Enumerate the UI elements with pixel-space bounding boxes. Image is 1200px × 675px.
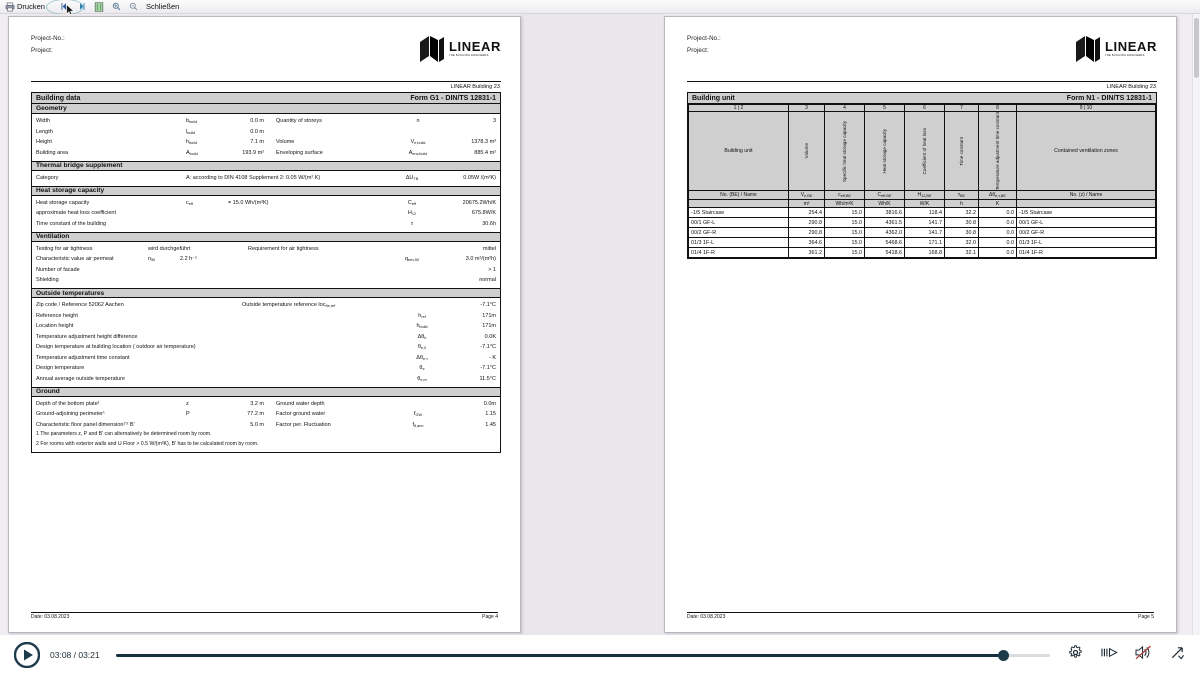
- row-symbol2: $f_{GW}$: [413, 411, 423, 417]
- thermal-bridge-body: [32, 171, 500, 186]
- time-display: 03:08 / 03:21: [50, 650, 100, 660]
- col-title-contained-ventilation-zones: Contained ventilation zones: [1017, 112, 1156, 191]
- row-label2: Factor per. Fluctuation: [276, 421, 331, 428]
- table-column-titles-row: [689, 112, 1156, 191]
- row-label: Temperature adjustment time constant: [36, 354, 130, 361]
- geometry-row: [36, 127, 496, 138]
- table-symbols-row: [689, 191, 1156, 200]
- row-value2: 30.6h: [482, 220, 496, 227]
- row-symbol: $c_{eff}$: [186, 199, 193, 206]
- row-value2: -7.1°C: [480, 344, 496, 350]
- building-unit-form-code: Form N1 - DIN/TS 12831-1: [1066, 94, 1152, 102]
- cell-spec-capacity: 15.0: [825, 208, 865, 218]
- row-value2: 885.4 m²: [474, 149, 496, 156]
- close-label: Schließen: [145, 1, 180, 11]
- linear-logo-mark-icon: [1075, 35, 1101, 63]
- cell-coefficient: 168.8: [905, 248, 945, 258]
- linear-tagline: THE BUILDING ENGINEERS: [1105, 53, 1145, 57]
- outside-temp-row: [36, 321, 496, 332]
- col-title-heat-storage-capacity: Heat storage capacity: [865, 112, 905, 191]
- zoom-out-button[interactable]: [127, 1, 140, 13]
- row-label2: Ground water depth: [276, 400, 325, 407]
- row-symbol: $l_{build}$: [186, 128, 196, 135]
- ground-title: Ground: [36, 388, 60, 395]
- outside-temp-row: [36, 342, 496, 353]
- row-symbol2: $C_{eff}$: [407, 199, 417, 206]
- row-label2: Quantity of storeys: [276, 118, 322, 124]
- next-page-icon: [77, 2, 86, 11]
- row-symbol: $b_{build}$: [186, 118, 198, 124]
- row-label2: Volume: [276, 139, 295, 145]
- row-value: 7.1 m: [250, 139, 264, 145]
- row-label: Height: [36, 139, 52, 145]
- footer-page-number: Page 5: [1138, 614, 1154, 620]
- thermal-bridge-row: [36, 173, 496, 184]
- pdf-viewer-area[interactable]: [0, 14, 1200, 635]
- building-data-form: [31, 92, 501, 453]
- row-value2: -7.1°C: [480, 365, 496, 371]
- cell-heat-capacity: 5418.6: [865, 248, 905, 258]
- row-symbol2: $\theta_{e,m}$: [417, 375, 427, 382]
- page-5-footer: [687, 612, 1154, 620]
- row-value2: 171m: [482, 323, 496, 329]
- row-value: 3.2 m: [250, 400, 264, 407]
- col-number: 7: [945, 105, 979, 112]
- page-5-header: [687, 33, 1157, 79]
- table-row[interactable]: [689, 218, 1156, 228]
- sym-coefficient: $H_{12,BE}$: [905, 191, 945, 200]
- close-button[interactable]: [144, 1, 181, 13]
- cell-coefficient: 171.1: [905, 238, 945, 248]
- row-symbol2: $V_{e,build}$: [410, 139, 426, 145]
- project-no-label: Project-No.:: [31, 35, 65, 42]
- geometry-row: [36, 148, 496, 159]
- cell-temp-adjustment: 0.0: [979, 238, 1017, 248]
- cell-zones: 01/4 1F-R: [1017, 248, 1156, 258]
- row-value2: 3.0 m³/(m²h): [465, 256, 496, 262]
- thermal-bridge-title: Thermal bridge supplement: [36, 162, 123, 169]
- settings-button[interactable]: [1066, 646, 1084, 664]
- row-value2: 675.8W/K: [471, 210, 496, 216]
- col-number: 1 | 2: [689, 105, 789, 112]
- linear-logo-mark-icon: [419, 35, 445, 63]
- row-value2: mittel: [482, 245, 496, 252]
- row-label: Length: [36, 128, 53, 135]
- row-symbol2: $f_{\theta,ann}$: [412, 421, 424, 428]
- row-label: Time constant of the building: [36, 220, 107, 227]
- ventilation-row: [36, 265, 496, 276]
- col-number: 5: [865, 105, 905, 112]
- col-number: 9 | 10: [1017, 105, 1156, 112]
- geometry-body: [32, 114, 500, 161]
- cell-zones: 00/2 GF-R: [1017, 228, 1156, 238]
- cell-zones: 00/1 GF-L: [1017, 218, 1156, 228]
- row-label: Design temperature: [36, 365, 85, 371]
- play-button[interactable]: [14, 642, 40, 668]
- linear-wordmark: LINEAR: [1105, 39, 1157, 55]
- cell-temp-adjustment: 0.0: [979, 218, 1017, 228]
- row-label2: Outside temperature reference loc$_{\theta e,ref}$: [242, 302, 336, 308]
- cell-spec-capacity: 15.0: [825, 248, 865, 258]
- sym-time-constant: $\tau_{BE}$: [945, 191, 979, 200]
- sym-building-unit: No. (BE) / Name: [689, 191, 789, 200]
- row-label: Depth of the bottom plate¹: [36, 400, 100, 407]
- page-view-icon: [94, 2, 104, 12]
- row-symbol2: τ: [410, 220, 414, 227]
- row-label: Design temperature at building location ( outdoor air temperature): [36, 344, 196, 350]
- geometry-row: [36, 137, 496, 148]
- cell-unit-name: 01/4 1F-R: [689, 248, 789, 258]
- row-value2: 1.15: [485, 411, 496, 417]
- scrollbar-thumb[interactable]: [1194, 18, 1199, 78]
- ventilation-row: [36, 254, 496, 265]
- row-label: Testing for air tightness: [36, 245, 93, 252]
- cell-time-constant: 32.1: [945, 248, 979, 258]
- row-value2: 11.5°C: [479, 375, 496, 382]
- building-data-title-bar: [32, 93, 500, 104]
- cell-spec-capacity: 15.0: [825, 218, 865, 228]
- page-4-header: [31, 33, 501, 79]
- row-symbol: z: [186, 400, 189, 407]
- row-label: Width: [36, 118, 51, 124]
- volume-muted-icon: [1135, 645, 1152, 665]
- heat-storage-row: [36, 208, 496, 219]
- cell-coefficient: 118.4: [905, 208, 945, 218]
- progress-fill: [116, 654, 1003, 657]
- sym-zones: No. (z) / Name: [1017, 191, 1156, 200]
- linear-logo: [1075, 35, 1157, 63]
- sym-heat-capacity: $C_{eff,BE}$: [865, 191, 905, 200]
- row-value2: 0.0K: [484, 333, 496, 340]
- cell-unit-name: 00/1 GF-L: [689, 218, 789, 228]
- row-value: 2.2 h⁻¹: [180, 256, 197, 262]
- cell-heat-capacity: 4361.5: [865, 218, 905, 228]
- geometry-row: [36, 116, 496, 127]
- ventilation-row: [36, 275, 496, 286]
- mute-button[interactable]: [1134, 646, 1152, 664]
- row-value2: normal: [479, 277, 496, 283]
- row-label: Characteristic value air permeat: [36, 256, 114, 262]
- row-value: 5.0 m: [250, 421, 264, 428]
- row-symbol2: $H_{12}$: [407, 210, 417, 216]
- cell-time-constant: 32.2: [945, 208, 979, 218]
- row-symbol2: $\Delta\theta_{e,\tau}$: [416, 354, 428, 361]
- playback-speed-button[interactable]: [1100, 646, 1118, 664]
- outside-temp-row: [36, 332, 496, 343]
- row-label: Characteristic floor panel dimension¹ʼ² B': [36, 421, 135, 428]
- thermal-bridge-section-title-bar: [32, 161, 500, 171]
- row-value: 77.2 m: [247, 411, 264, 417]
- zoom-out-icon: [129, 2, 138, 11]
- row-value2: 0.05W /(m²K): [463, 174, 496, 181]
- row-value: 0.0 m: [250, 128, 264, 135]
- fullscreen-button[interactable]: [1168, 646, 1186, 664]
- row-value: wird durchgeführt: [148, 245, 191, 252]
- page-view-button[interactable]: [92, 1, 106, 13]
- row-value2: 20675.2Wh/K: [462, 199, 496, 206]
- fullscreen-icon: [1170, 645, 1185, 665]
- building-data-title: Building data: [36, 94, 81, 102]
- heat-storage-title: Heat storage capacity: [36, 187, 105, 194]
- cell-zones: -1/5 Staircase: [1017, 208, 1156, 218]
- cell-volume: 361.2: [789, 248, 825, 258]
- print-label: Drucken: [17, 1, 45, 11]
- table-row[interactable]: [689, 248, 1156, 258]
- progress-bar[interactable]: [116, 648, 1050, 662]
- ventilation-section-title-bar: [32, 232, 500, 242]
- project-label: Project:: [687, 47, 709, 54]
- page-4-footer: [31, 612, 498, 620]
- page-4-content: [31, 33, 501, 455]
- row-symbol: $h_{build}$: [186, 139, 198, 145]
- zoom-in-icon: [112, 2, 121, 11]
- row-label: Shielding: [36, 277, 59, 283]
- ground-note-2: 2 For rooms with exterior walls and U Floor > 0.5 W/(m²K), B' has to be calculated room by room.: [36, 440, 259, 447]
- ground-note-1: 1 The parameters z, P and B' can alternatively be determined room by room.: [36, 431, 212, 437]
- geometry-section-title-bar: [32, 104, 500, 114]
- cell-unit-name: 01/3 1F-L: [689, 238, 789, 248]
- cell-time-constant: 30.8: [945, 228, 979, 238]
- unit-specific-heat-capacity: Wh/m³K: [825, 200, 865, 208]
- cell-temp-adjustment: 0.0: [979, 208, 1017, 218]
- cell-coefficient: 141.7: [905, 228, 945, 238]
- linear-logo: [419, 35, 501, 63]
- row-value2: -7.1°C: [480, 302, 496, 308]
- ground-row: [36, 409, 496, 420]
- row-value: = 15.0 Wh/(m³K): [228, 199, 269, 206]
- cell-time-constant: 30.8: [945, 218, 979, 228]
- sym-volume: $V_{e,BE}$: [789, 191, 825, 200]
- row-symbol2: $\Delta\theta_h$: [417, 333, 427, 340]
- vertical-scrollbar[interactable]: [1192, 14, 1200, 635]
- unit-heat-capacity: Wh/K: [865, 200, 905, 208]
- row-label: Zip code / Reference 52062 Aachen: [36, 302, 124, 308]
- unit-time-constant: h: [945, 200, 979, 208]
- geometry-title: Geometry: [36, 105, 67, 112]
- row-symbol2: $h_{ref}$: [418, 312, 426, 319]
- row-label2: Factor ground water: [276, 411, 326, 417]
- row-label: approximate heat loss coefficient: [36, 210, 116, 216]
- settings-gear-icon: [1068, 645, 1083, 665]
- row-label: Ground-adjoining perimeter¹: [36, 411, 105, 417]
- cell-heat-capacity: 4362.0: [865, 228, 905, 238]
- next-page-button[interactable]: [75, 1, 88, 13]
- row-label2: A: according to DIN 4108 Supplement 2: 0.05 W/(m² K): [186, 174, 321, 181]
- row-symbol2: $A_{env,build}$: [408, 149, 428, 156]
- row-value2: > 1: [488, 266, 496, 273]
- page-gutter: [520, 14, 664, 635]
- row-symbol: $A_{build}$: [186, 149, 198, 156]
- col-title-volume: Volume: [789, 112, 825, 191]
- unit-temp-adjustment: K: [979, 200, 1017, 208]
- row-label: Category: [36, 174, 59, 181]
- cell-heat-capacity: 3816.6: [865, 208, 905, 218]
- document-page-4[interactable]: [8, 16, 521, 633]
- col-number: 3: [789, 105, 825, 112]
- row-label: Annual average outside temperature: [36, 375, 125, 382]
- row-label2: Enveloping surface: [276, 149, 323, 156]
- building-unit-title: Building unit: [692, 94, 735, 102]
- cell-spec-capacity: 15.0: [825, 238, 865, 248]
- row-symbol: $n_{50}$: [148, 256, 156, 262]
- project-no-label: Project-No.:: [687, 35, 721, 42]
- viewer-toolbar: [0, 0, 1200, 14]
- playback-speed-icon: [1101, 646, 1118, 664]
- footer-date: Date: 03.08.2023: [687, 614, 726, 620]
- row-label: Heat storage capacity: [36, 199, 90, 206]
- project-label: Project:: [31, 47, 53, 54]
- row-label: Number of facade: [36, 266, 80, 273]
- col-number: 6: [905, 105, 945, 112]
- ground-section-title-bar: [32, 387, 500, 397]
- outside-temp-row: [36, 353, 496, 364]
- unit-coefficient: W/K: [905, 200, 945, 208]
- document-page-5[interactable]: [664, 16, 1177, 633]
- cell-zones: 01/3 1F-L: [1017, 238, 1156, 248]
- table-column-numbers-row: [689, 105, 1156, 112]
- outside-temp-row: [36, 374, 496, 385]
- col-number: 4: [825, 105, 865, 112]
- player-controls: [1060, 646, 1186, 664]
- row-symbol2: $q_{env,50}$: [404, 256, 420, 262]
- progress-handle[interactable]: [998, 650, 1009, 661]
- cell-temp-adjustment: 0.0: [979, 228, 1017, 238]
- table-row[interactable]: [689, 208, 1156, 218]
- row-value2: 0.0m: [483, 400, 496, 407]
- outside-temp-title: Outside temperatures: [36, 289, 105, 297]
- outside-temp-row: [36, 311, 496, 322]
- cell-heat-capacity: 5468.6: [865, 238, 905, 248]
- cell-unit-name: -1/5 Staircase: [689, 208, 789, 218]
- cell-volume: 364.6: [789, 238, 825, 248]
- building-unit-title-bar: [688, 93, 1156, 104]
- print-button[interactable]: [3, 1, 47, 13]
- cell-volume: 290.8: [789, 218, 825, 228]
- outside-temp-section-title-bar: [32, 288, 500, 298]
- linear-logo-text: [1105, 40, 1157, 57]
- heat-storage-row: [36, 219, 496, 230]
- brand-line-left: LINEAR Building 23: [450, 83, 500, 90]
- row-value2: 1.45: [485, 421, 496, 428]
- ground-body: [32, 397, 500, 452]
- cell-unit-name: 00/2 GF-R: [689, 228, 789, 238]
- building-data-form-code: Form G1 - DIN/TS 12831-1: [410, 94, 496, 102]
- brand-line-right: LINEAR Building 23: [1106, 83, 1156, 90]
- sym-specific-heat-capacity: $c_{eff,BE}$: [825, 191, 865, 200]
- col-title-specific-heat-storage-capacity: Specific heat storage capacity: [825, 112, 865, 191]
- row-label: Location height: [36, 323, 74, 329]
- row-symbol: P: [186, 411, 190, 417]
- video-player-bar: [0, 635, 1200, 675]
- cell-volume: 290.8: [789, 228, 825, 238]
- cell-volume: 254.4: [789, 208, 825, 218]
- heat-storage-section-title-bar: [32, 186, 500, 196]
- zoom-in-button[interactable]: [110, 1, 123, 13]
- row-symbol2: $\Delta U_{TB}$: [405, 174, 419, 181]
- ground-row: [36, 420, 496, 431]
- linear-wordmark: LINEAR: [449, 39, 501, 55]
- row-value2: 3: [492, 118, 496, 124]
- linear-logo-text: [449, 40, 501, 57]
- row-value2: - K: [488, 354, 496, 361]
- row-symbol2: n: [416, 118, 420, 124]
- row-value: 193.9 m²: [242, 149, 264, 156]
- footer-date: Date: 03.08.2023: [31, 614, 70, 620]
- table-row[interactable]: [689, 228, 1156, 238]
- table-row[interactable]: [689, 238, 1156, 248]
- outside-temp-row: [36, 300, 496, 311]
- row-label: Temperature adjustment height difference: [36, 333, 138, 340]
- linear-tagline: THE BUILDING ENGINEERS: [449, 53, 489, 57]
- building-unit-form: [687, 92, 1157, 259]
- page-5-content: [687, 33, 1157, 261]
- ventilation-body: [32, 242, 500, 289]
- table-units-row: [689, 200, 1156, 208]
- ventilation-title: Ventilation: [36, 233, 70, 240]
- building-unit-table: [688, 104, 1156, 258]
- unit-blank: [689, 200, 789, 208]
- row-symbol2: $\theta_{e,0}$: [417, 344, 427, 350]
- outside-temp-body: [32, 298, 500, 387]
- unit-zones: [1017, 200, 1156, 208]
- col-number: 8: [979, 105, 1017, 112]
- cell-coefficient: 141.7: [905, 218, 945, 228]
- printer-icon: [5, 2, 15, 12]
- ground-row: [36, 399, 496, 410]
- heat-storage-row: [36, 198, 496, 209]
- row-symbol2: $h_{build}$: [416, 323, 428, 329]
- col-title-coefficient-of-heat-loss: Coefficient of heat loss: [905, 112, 945, 191]
- row-label: Building area: [36, 149, 69, 156]
- col-title-time-constant: Time constant: [945, 112, 979, 191]
- ventilation-row: [36, 244, 496, 255]
- row-label: Reference height: [36, 312, 78, 319]
- footer-page-number: Page 4: [482, 614, 498, 620]
- row-value2: 171m: [482, 312, 496, 319]
- unit-volume: m³: [789, 200, 825, 208]
- sym-temp-adjustment: $\Delta\theta_{e,\tau,BE}$: [979, 191, 1017, 200]
- col-title-temperature-adjustment-time-constant: Temperature adjustment time constant: [979, 112, 1017, 191]
- row-symbol2: $\theta_e$: [419, 365, 425, 371]
- row-value: 0.0 m: [250, 118, 264, 124]
- row-label2: Requirement for air tightness: [248, 245, 319, 252]
- col-title-building-unit: Building unit: [689, 112, 789, 191]
- outside-temp-row: [36, 363, 496, 374]
- cell-spec-capacity: 15.0: [825, 228, 865, 238]
- cell-time-constant: 32.0: [945, 238, 979, 248]
- heat-storage-body: [32, 196, 500, 232]
- cell-temp-adjustment: 0.0: [979, 248, 1017, 258]
- row-value2: 1378.3 m³: [471, 139, 496, 145]
